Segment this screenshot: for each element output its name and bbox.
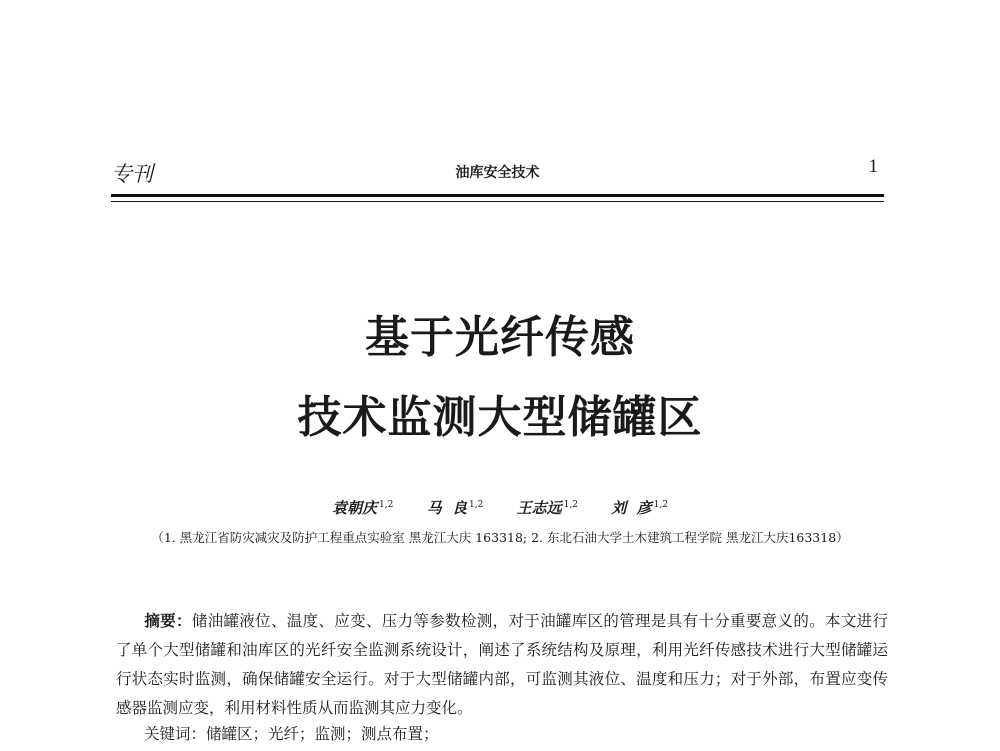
author-name: 王志远 [516,499,562,517]
author-name: 刘 彦 [611,499,652,517]
abstract-label: 摘要： [144,611,192,630]
author-affiliation-marker: 1,2 [563,500,578,510]
author-name: 马 良 [426,499,468,517]
author-affiliation-marker: 1,2 [653,500,668,510]
page-number: 1 [868,156,878,177]
header-rule-thick [111,194,884,197]
author-name: 袁朝庆 [332,499,378,517]
keywords [144,722,439,744]
abstract [116,606,888,723]
running-header [111,152,884,192]
author [517,497,578,518]
keywords-label: 关键词： [144,725,207,743]
author-affiliation-marker: 1,2 [469,500,484,510]
author [611,497,668,518]
author [332,497,393,518]
abstract-text: 储油罐液位、温度、应变、压力等参数检测，对于油罐库区的管理是具有十分重要意义的。本文进行了单个大型储罐和油库区的光纤安全监测系统设计，阐述了系统结构及原理，利用光纤传感技术进行大型储罐运行状态实时监测，确保储罐安全运行。对于大型储罐内部，可监测其液位、温度和压力；对于外部，布置应变传感器监测应变，利用材料性质从而监测其应力变化。 [116,612,888,717]
author-affiliation-marker: 1,2 [379,500,394,510]
author [427,497,484,518]
article-title-line-1: 基于光纤传感 [365,312,635,363]
author-list [100,497,900,518]
journal-section-label: 专刊 [111,162,153,186]
column-title: 油库安全技术 [455,165,540,181]
keywords-text: 储罐区；光纤；监测；测点布置； [206,725,439,743]
affiliations: （1. 黑龙江省防灾减灾及防护工程重点实验室 黑龙江大庆 163318; 2. 东北石油大学土木建筑工程学院 黑龙江大庆163318） [151,530,849,545]
header-rule-thin [111,201,884,202]
article-title-line-2: 技术监测大型储罐区 [297,392,703,443]
